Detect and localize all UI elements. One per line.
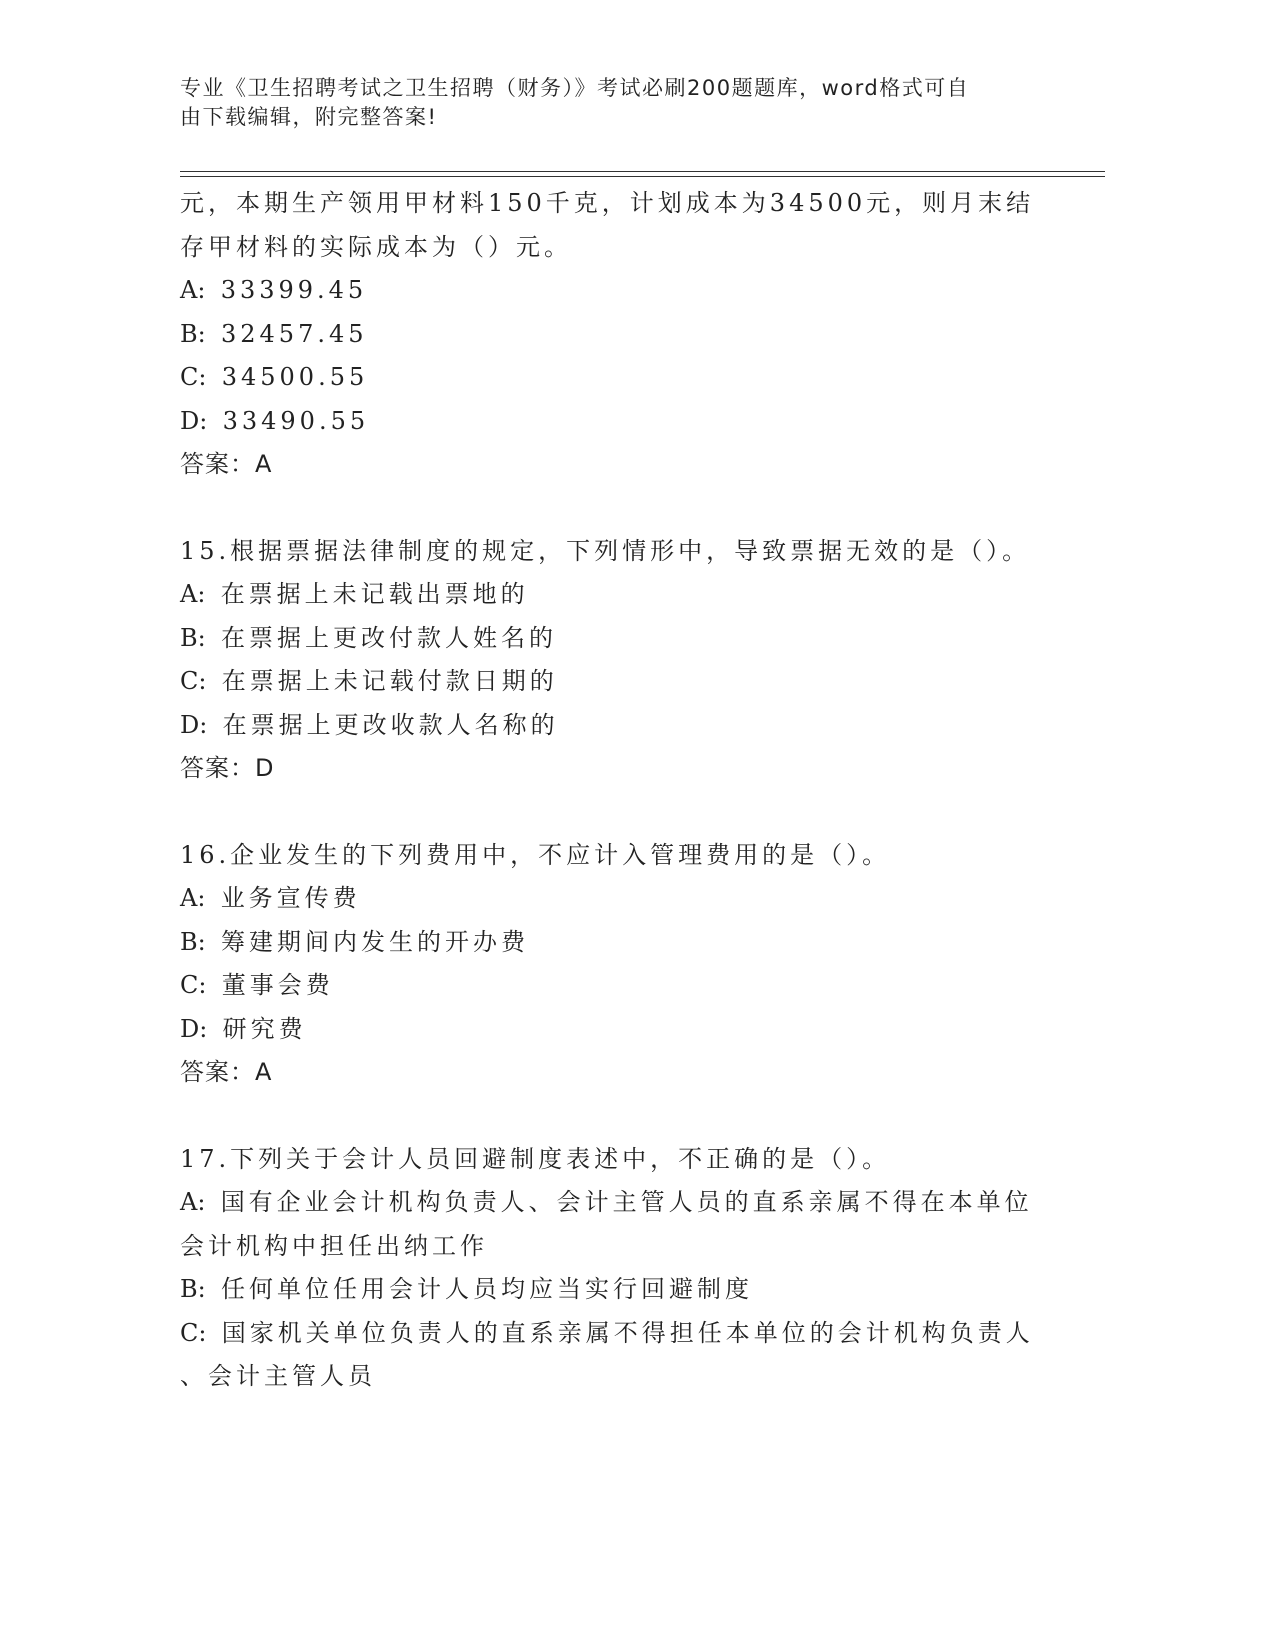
option-a-continued: 会计机构中担任出纳工作 [180, 1231, 488, 1260]
option-text: 34500.55 [221, 363, 369, 391]
option-b [180, 617, 1080, 661]
option-c [180, 1312, 1080, 1356]
option-d [180, 400, 1080, 444]
option-c [180, 660, 1080, 704]
option-text: 32457.45 [221, 319, 368, 348]
option-label: B: [180, 623, 206, 652]
option-text: 国有企业会计机构负责人、会计主管人员的直系亲属不得在本单位 [220, 1188, 1033, 1216]
option-label: A: [180, 1188, 206, 1216]
page-header [180, 74, 1040, 132]
option-c [180, 964, 1080, 1008]
header-rule-top [180, 171, 1105, 172]
option-b [180, 1268, 1080, 1312]
option-label: A: [180, 884, 206, 912]
option-label: C: [180, 363, 207, 391]
option-label: D: [180, 406, 208, 435]
option-c-continued: 、会计主管人员 [180, 1362, 376, 1390]
option-label: C: [180, 1318, 207, 1347]
option-c [180, 356, 1080, 400]
option-text: 在票据上更改付款人姓名的 [221, 623, 557, 652]
question-text-line: 17.下列关于会计人员回避制度表述中，不正确的是（）。 [180, 1144, 891, 1173]
option-label: C: [180, 667, 207, 695]
option-text: 33399.45 [220, 276, 368, 304]
option-text: 在票据上更改收款人名称的 [222, 710, 559, 739]
question-continued [180, 182, 1080, 487]
option-a [180, 877, 1080, 921]
option-text: 董事会费 [221, 971, 334, 999]
option-label: C: [180, 971, 207, 999]
option-label: B: [180, 927, 206, 956]
question-16 [180, 834, 1080, 1095]
question-text-line: 存甲材料的实际成本为（）元。 [180, 232, 572, 261]
option-d [180, 1008, 1080, 1052]
option-text: 业务宣传费 [220, 884, 361, 912]
question-text-line: 15.根据票据法律制度的规定，下列情形中，导致票据无效的是（）。 [180, 536, 1031, 565]
option-label: B: [180, 319, 206, 348]
option-text: 在票据上未记载付款日期的 [221, 667, 558, 695]
answer: 答案：D [180, 754, 275, 782]
option-b [180, 313, 1080, 357]
header-line-1: 专业《卫生招聘考试之卫生招聘（财务）》考试必刷200题题库，word格式可自 [180, 76, 970, 100]
option-a [180, 573, 1080, 617]
option-label: A: [180, 580, 206, 608]
option-label: A: [180, 276, 206, 304]
option-d [180, 704, 1080, 748]
header-line-2: 由下载编辑，附完整答案! [180, 105, 438, 129]
header-rule-bottom [180, 176, 1105, 177]
answer: 答案：A [180, 450, 273, 478]
answer: 答案：A [180, 1058, 273, 1086]
option-a [180, 1181, 1080, 1225]
option-label: D: [180, 710, 208, 739]
option-text: 筹建期间内发生的开办费 [221, 927, 529, 956]
option-label: B: [180, 1275, 206, 1303]
option-a [180, 269, 1080, 313]
option-text: 在票据上未记载出票地的 [220, 580, 529, 608]
option-b [180, 921, 1080, 965]
question-text-line: 16.企业发生的下列费用中，不应计入管理费用的是（）。 [180, 840, 891, 869]
question-15 [180, 530, 1080, 791]
question-17 [180, 1138, 1080, 1399]
option-label: D: [180, 1014, 208, 1043]
option-text: 33490.55 [222, 406, 370, 435]
option-text: 国家机关单位负责人的直系亲属不得担任本单位的会计机构负责人 [221, 1318, 1034, 1347]
option-text: 任何单位任用会计人员均应当实行回避制度 [221, 1275, 753, 1303]
question-text-line: 元，本期生产领用甲材料150千克，计划成本为34500元，则月末结 [180, 189, 1035, 217]
question-list [180, 182, 1080, 1399]
option-text: 研究费 [222, 1014, 307, 1043]
